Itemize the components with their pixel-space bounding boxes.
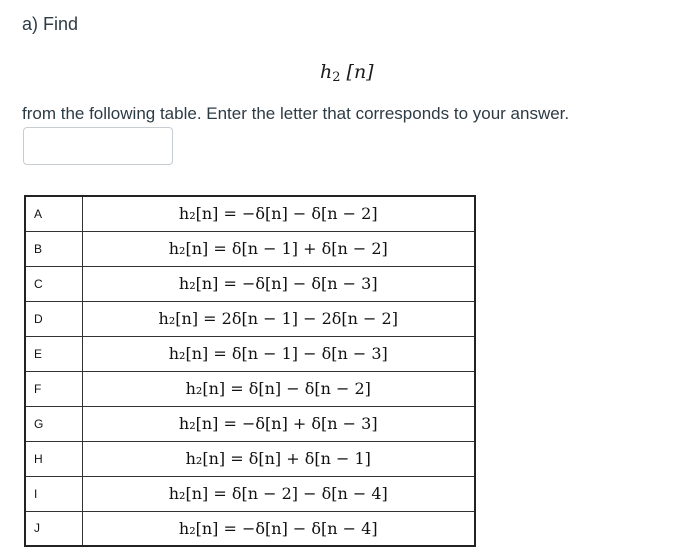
option-expression: h₂[n] = −δ[n] + δ[n − 3]	[82, 406, 475, 441]
option-letter: H	[25, 441, 82, 476]
table-row	[25, 476, 475, 511]
option-expression: h₂[n] = −δ[n] − δ[n − 2]	[82, 196, 475, 231]
option-letter: J	[25, 511, 82, 546]
formula-argument: [n]	[346, 61, 374, 83]
option-letter: B	[25, 231, 82, 266]
option-letter: C	[25, 266, 82, 301]
option-letter: E	[25, 336, 82, 371]
option-letter: I	[25, 476, 82, 511]
option-letter: F	[25, 371, 82, 406]
table-row	[25, 406, 475, 441]
option-expression: h₂[n] = −δ[n] − δ[n − 4]	[82, 511, 475, 546]
target-formula	[320, 60, 374, 90]
option-expression: h₂[n] = 2δ[n − 1] − 2δ[n − 2]	[82, 301, 475, 336]
table-row	[25, 441, 475, 476]
question-instructions: from the following table. Enter the letter that corresponds to your answer.	[22, 104, 570, 123]
option-expression: h₂[n] = −δ[n] − δ[n − 3]	[82, 266, 475, 301]
options-table	[24, 195, 476, 547]
option-expression: h₂[n] = δ[n] + δ[n − 1]	[82, 441, 475, 476]
question-label: a) Find	[22, 14, 79, 34]
formula-subscript: 2	[332, 70, 341, 85]
option-letter: G	[25, 406, 82, 441]
option-expression: h₂[n] = δ[n − 1] − δ[n − 3]	[82, 336, 475, 371]
table-row	[25, 511, 475, 546]
answer-input[interactable]	[23, 127, 173, 165]
formula-symbol: h	[320, 61, 333, 83]
table-row	[25, 301, 475, 336]
table-row	[25, 231, 475, 266]
option-expression: h₂[n] = δ[n − 2] − δ[n − 4]	[82, 476, 475, 511]
table-row	[25, 336, 475, 371]
option-expression: h₂[n] = δ[n] − δ[n − 2]	[82, 371, 475, 406]
option-letter: A	[25, 196, 82, 231]
option-expression: h₂[n] = δ[n − 1] + δ[n − 2]	[82, 231, 475, 266]
option-letter: D	[25, 301, 82, 336]
table-row	[25, 371, 475, 406]
table-row	[25, 196, 475, 231]
table-row	[25, 266, 475, 301]
